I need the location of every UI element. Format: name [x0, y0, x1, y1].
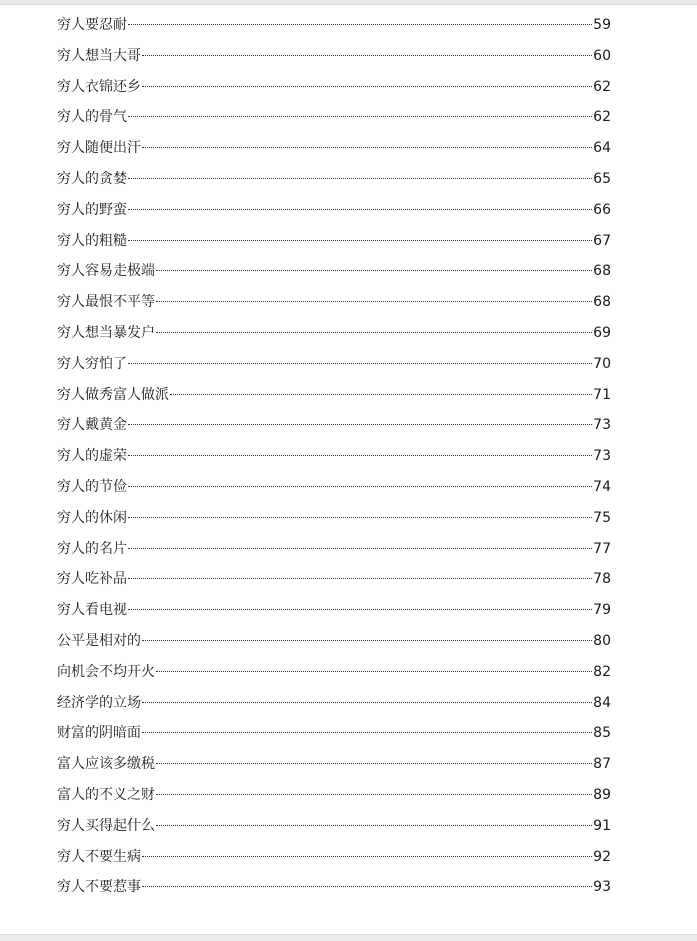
toc-entry-title: 经济学的立场: [57, 694, 141, 711]
toc-entry-page-number: 62: [593, 109, 611, 126]
toc-entry-title: 穷人不要生病: [57, 848, 141, 865]
toc-entry-page-number: 77: [593, 540, 611, 557]
toc-dot-leader: [156, 332, 592, 333]
toc-entry[interactable]: [57, 410, 611, 441]
toc-entry[interactable]: [57, 872, 611, 903]
toc-entry[interactable]: [57, 349, 611, 380]
toc-dot-leader: [156, 270, 592, 271]
toc-entry-title: 穷人的虚荣: [57, 448, 127, 465]
toc-dot-leader: [128, 517, 592, 518]
toc-entry-title: 穷人想当暴发户: [57, 324, 155, 341]
toc-entry-page-number: 67: [593, 232, 611, 249]
toc-entry-title: 穷人吃补品: [57, 571, 127, 588]
toc-dot-leader: [156, 794, 592, 795]
toc-dot-leader: [128, 240, 592, 241]
toc-entry-page-number: 70: [593, 355, 611, 372]
toc-entry[interactable]: [57, 564, 611, 595]
toc-entry-page-number: 82: [593, 663, 611, 680]
toc-dot-leader: [142, 886, 592, 887]
toc-entry-title: 穷人想当大哥: [57, 47, 141, 64]
table-of-contents: [57, 10, 611, 903]
toc-entry-title: 穷人的贪婪: [57, 170, 127, 187]
toc-dot-leader: [170, 394, 592, 395]
toc-entry[interactable]: [57, 718, 611, 749]
toc-entry-page-number: 89: [593, 786, 611, 803]
toc-entry-page-number: 68: [593, 263, 611, 280]
toc-entry-title: 穷人的休闲: [57, 509, 127, 526]
toc-entry[interactable]: [57, 626, 611, 657]
toc-dot-leader: [128, 578, 592, 579]
toc-entry-page-number: 66: [593, 201, 611, 218]
toc-entry-title: 穷人的粗糙: [57, 232, 127, 249]
toc-entry[interactable]: [57, 811, 611, 842]
toc-entry-page-number: 74: [593, 478, 611, 495]
toc-entry-title: 穷人做秀富人做派: [57, 386, 169, 403]
toc-entry-title: 穷人戴黄金: [57, 417, 127, 434]
toc-entry-title: 穷人的野蛮: [57, 201, 127, 218]
toc-entry-title: 穷人看电视: [57, 602, 127, 619]
toc-entry-title: 穷人要忍耐: [57, 17, 127, 33]
toc-entry-page-number: 87: [593, 756, 611, 773]
toc-entry-page-number: 60: [593, 47, 611, 64]
toc-entry[interactable]: [57, 318, 611, 349]
toc-dot-leader: [142, 702, 592, 703]
toc-dot-leader: [128, 548, 592, 549]
toc-entry-page-number: 71: [593, 386, 611, 403]
toc-entry[interactable]: [57, 842, 611, 873]
toc-entry[interactable]: [57, 657, 611, 688]
toc-dot-leader: [128, 424, 592, 425]
toc-entry[interactable]: [57, 595, 611, 626]
toc-dot-leader: [156, 763, 592, 764]
toc-entry-title: 穷人随便出汗: [57, 140, 141, 157]
toc-entry[interactable]: [57, 102, 611, 133]
toc-entry[interactable]: [57, 380, 611, 411]
toc-entry-page-number: 64: [593, 140, 611, 157]
toc-dot-leader: [128, 24, 592, 25]
toc-entry[interactable]: [57, 41, 611, 72]
toc-entry-page-number: 73: [593, 448, 611, 465]
toc-entry-page-number: 78: [593, 571, 611, 588]
toc-dot-leader: [156, 825, 592, 826]
toc-entry[interactable]: [57, 164, 611, 195]
toc-dot-leader: [128, 486, 592, 487]
toc-dot-leader: [156, 301, 592, 302]
toc-entry[interactable]: [57, 472, 611, 503]
toc-entry[interactable]: [57, 749, 611, 780]
toc-entry-title: 穷人衣锦还乡: [57, 78, 141, 95]
toc-entry[interactable]: [57, 226, 611, 257]
toc-dot-leader: [128, 178, 592, 179]
toc-entry-title: 穷人容易走极端: [57, 263, 155, 280]
toc-entry-title: 穷人的节俭: [57, 478, 127, 495]
toc-dot-leader: [142, 856, 592, 857]
toc-entry[interactable]: [57, 534, 611, 565]
toc-dot-leader: [128, 363, 592, 364]
toc-entry[interactable]: [57, 256, 611, 287]
toc-entry-title: 公平是相对的: [57, 632, 141, 649]
toc-entry[interactable]: [57, 287, 611, 318]
toc-entry[interactable]: [57, 441, 611, 472]
toc-entry-title: 穷人穷怕了: [57, 355, 127, 372]
toc-entry-title: 向机会不均开火: [57, 663, 155, 680]
toc-entry-title: 穷人买得起什么: [57, 817, 155, 834]
toc-entry-title: 穷人不要惹事: [57, 879, 141, 896]
toc-entry-page-number: 91: [593, 817, 611, 834]
toc-entry-page-number: 59: [593, 17, 611, 33]
toc-entry-page-number: 80: [593, 632, 611, 649]
toc-entry[interactable]: [57, 780, 611, 811]
toc-dot-leader: [128, 209, 592, 210]
toc-entry-page-number: 93: [593, 879, 611, 896]
toc-entry-title: 富人的不义之财: [57, 786, 155, 803]
toc-entry-page-number: 84: [593, 694, 611, 711]
toc-entry[interactable]: [57, 688, 611, 719]
toc-entry-title: 穷人的名片: [57, 540, 127, 557]
toc-entry-page-number: 73: [593, 417, 611, 434]
toc-entry-title: 富人应该多缴税: [57, 756, 155, 773]
toc-entry-page-number: 92: [593, 848, 611, 865]
toc-entry-page-number: 85: [593, 725, 611, 742]
toc-dot-leader: [142, 732, 592, 733]
toc-dot-leader: [128, 609, 592, 610]
toc-dot-leader: [142, 640, 592, 641]
toc-entry-title: 财富的阴暗面: [57, 725, 141, 742]
toc-entry[interactable]: [57, 503, 611, 534]
toc-entry[interactable]: [57, 10, 611, 41]
toc-entry-page-number: 75: [593, 509, 611, 526]
toc-dot-leader: [156, 671, 592, 672]
toc-dot-leader: [128, 116, 592, 117]
toc-entry-title: 穷人的骨气: [57, 109, 127, 126]
toc-entry-page-number: 69: [593, 324, 611, 341]
toc-entry[interactable]: [57, 195, 611, 226]
toc-entry-page-number: 65: [593, 170, 611, 187]
toc-dot-leader: [142, 55, 592, 56]
toc-entry-title: 穷人最恨不平等: [57, 294, 155, 311]
toc-entry[interactable]: [57, 133, 611, 164]
toc-dot-leader: [142, 86, 592, 87]
toc-entry-page-number: 62: [593, 78, 611, 95]
page-top-edge: [0, 0, 697, 5]
toc-entry-page-number: 79: [593, 602, 611, 619]
toc-dot-leader: [142, 147, 592, 148]
toc-dot-leader: [128, 455, 592, 456]
toc-entry[interactable]: [57, 72, 611, 103]
toc-entry-page-number: 68: [593, 294, 611, 311]
